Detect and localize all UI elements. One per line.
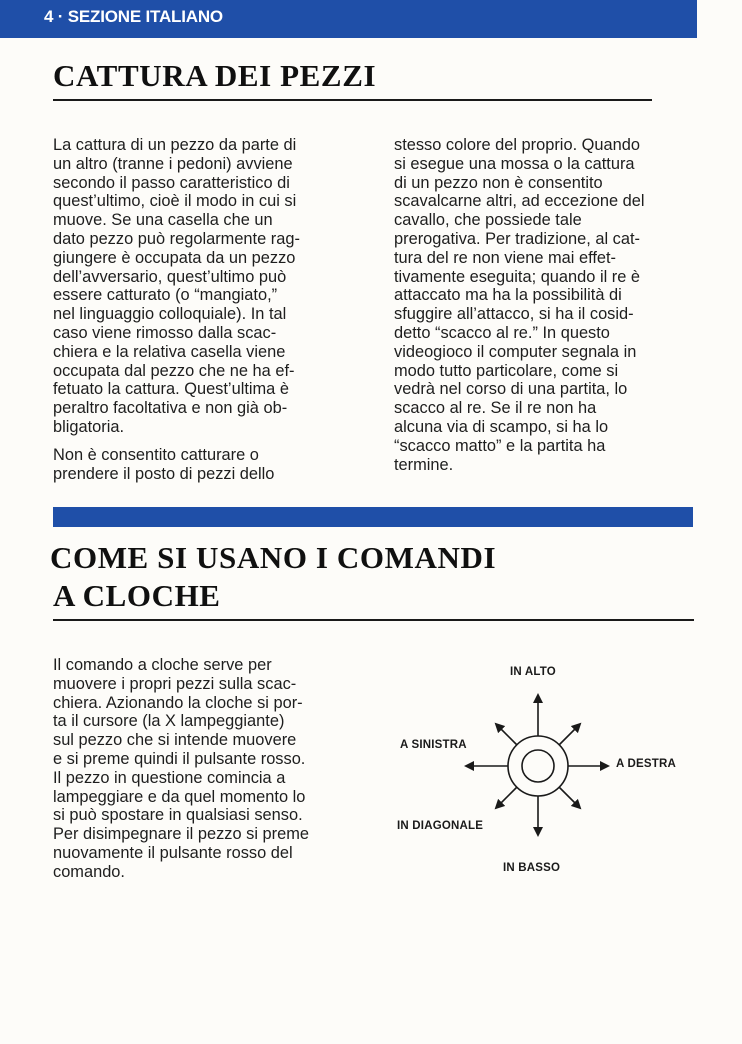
arrow-up-left: [496, 724, 517, 745]
label-right: A DESTRA: [616, 758, 676, 770]
section-header-band: [0, 0, 697, 38]
joystick-arrows-graphic: [390, 655, 720, 885]
title-underline: [53, 99, 652, 101]
cloche-paragraph: Il comando a cloche serve per muovere i propri pezzi sulla scac- chiera. Azionando la cloche si por- ta il cursore (la X lampeggiante) sul pezzo che si intende muovere e si preme quindi il pulsante rosso. Il pezzo in questione comincia a lampeggiare e da quel momento lo si può spostare in qualsiasi senso. Per disimpegnare il pezzo si preme nuovamente il pulsante rosso del comando.: [53, 656, 309, 881]
section-divider-band: [53, 507, 693, 527]
section-title-cattura: CATTURA DEI PEZZI: [53, 58, 377, 93]
joystick-inner-ring: [522, 750, 554, 782]
section-header-label: 4 · SEZIONE ITALIANO: [44, 7, 223, 26]
label-diagonal: IN DIAGONALE: [397, 820, 484, 832]
cattura-column1-paragraph1: La cattura di un pezzo da parte di un altro (tranne i pedoni) avviene secondo il passo caratteristico di quest’ultimo, cioè il modo in cui si muove. Se una casella che un dato pezzo può regolarmente rag- giungere è occupata da un pezzo dell’avversario, quest’ultimo può essere catturato (o “mangiato,” nel linguaggio colloquiale). In tal caso viene rimosso dalla scac- chiera e la relativa casella viene occupata dal pezzo che ne ha ef- fetuato la cattura. Quest’ultima è peraltro facoltativa e non già ob- bligatoria.: [53, 136, 300, 436]
label-left: A SINISTRA: [400, 739, 467, 751]
joystick-direction-diagram: [390, 655, 720, 885]
section-title-comandi-line1: COME SI USANO I COMANDI: [50, 540, 497, 575]
title-underline-2: [53, 619, 694, 621]
arrow-down-left: [496, 787, 517, 808]
label-up: IN ALTO: [510, 666, 556, 678]
arrow-up-right: [559, 724, 580, 745]
cattura-column2-paragraph: stesso colore del proprio. Quando si esegue una mossa o la cattura di un pezzo non è consentito scavalcarne altri, ad eccezione del cavallo, che possiede tale prerogativa. Per tradizione, al cat- tura del re non viene mai effet- tivamente eseguita; quando il re è attaccato ma ha la possibilità di sfuggire all’attacco, si ha il cosid- detto “scacco al re.” In questo videogioco il computer segnala in modo tutto particolare, come si vedrà nel corso di una partita, lo scacco al re. Se il re non ha alcuna via di scampo, si ha lo “scacco matto” e la partita ha termine.: [394, 136, 645, 474]
section-title-comandi-line2: A CLOCHE: [53, 578, 221, 613]
arrow-down-right: [559, 787, 580, 808]
label-down: IN BASSO: [503, 862, 561, 874]
cattura-column1-paragraph2: Non è consentito catturare o prendere il posto di pezzi dello: [53, 446, 275, 483]
